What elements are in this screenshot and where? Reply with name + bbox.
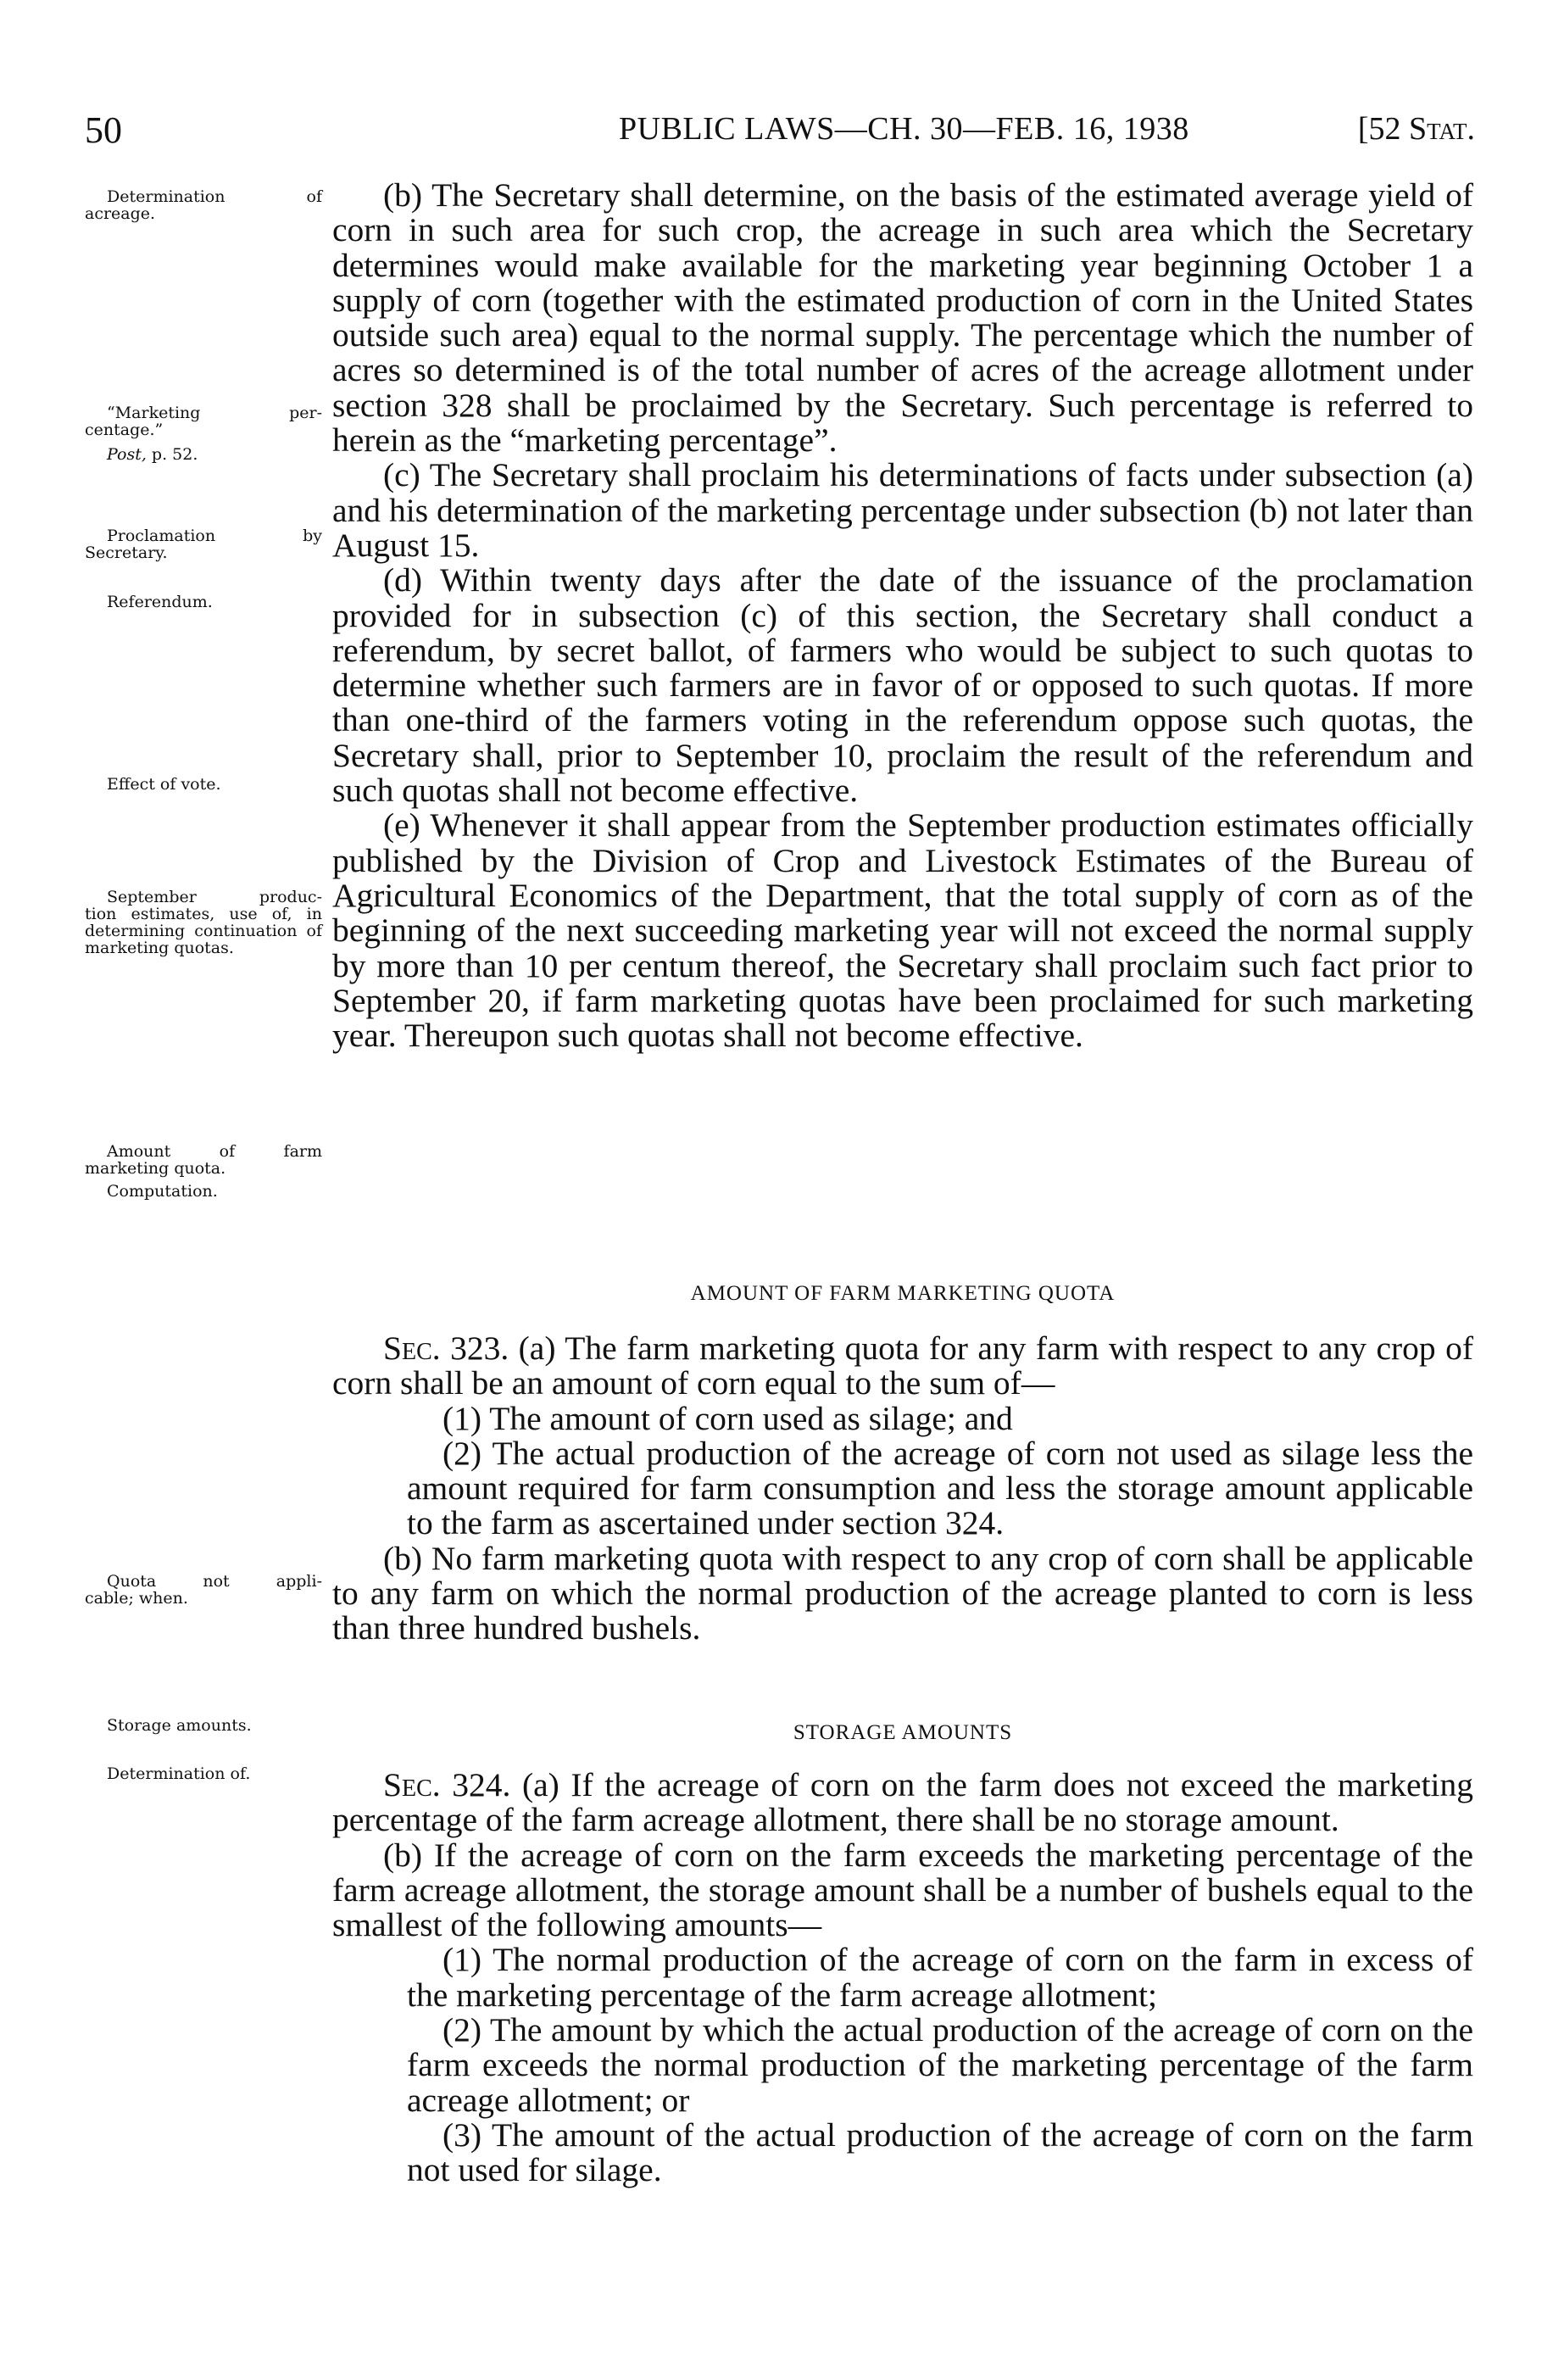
- section-324: [332, 1768, 1473, 2188]
- margin-note-effect-of-vote: Effect of vote.: [107, 775, 221, 794]
- subsection-text: (a) The farm marketing quota for any farm with respect to any crop of corn shall be an amount of corn equal to the sum of—: [332, 1329, 1474, 1402]
- section-323-item-2: (2) The actual production of the acreage of corn not used as silage less the amount required for farm consumption and less the storage amount applicable to the farm as ascertained under section 324.: [407, 1434, 1473, 1542]
- margin-note-line: September produc-: [107, 888, 322, 906]
- section-322-continued: [332, 178, 1473, 1053]
- margin-note-september-estimates: [85, 889, 322, 956]
- margin-note-line: Secretary.: [85, 543, 168, 562]
- subsection-b: (b) The Secretary shall determine, on the basis of the estimated average yield of corn in such area for such crop, the acreage in such area which the Secretary determines would make available for the marketing year beginning October 1 a supply of corn (together with the estimated production of corn in the United States outside such area) equal to the normal supply. The percentage which the number of acres so determined is of the total number of acres of the acreage allotment under section 328 shall be proclaimed by the Secretary. Such percentage is referred to herein as the “marketing percentage”.: [332, 176, 1473, 460]
- margin-note-line: p. 52.: [146, 445, 198, 464]
- margin-note-marketing-percentage: [85, 404, 322, 438]
- section-323-subsection-a: [332, 1331, 1473, 1402]
- subsection-c: (c) The Secretary shall proclaim his determinations of facts under subsection (a) and his determination of the marketing percentage under subsection (b) not later than August 15.: [332, 456, 1473, 564]
- margin-note-line: Proclamation by: [107, 527, 322, 545]
- page-number: 50: [85, 109, 122, 151]
- volume-reference: [52 Stat.: [1357, 111, 1475, 147]
- margin-note-determination-of-acreage: [85, 188, 322, 222]
- margin-note-determination-of: Determination of.: [107, 1764, 251, 1783]
- subsection-e: (e) Whenever it shall appear from the September production estimates officially published by the Division of Crop and Livestock Estimates of the Bureau of Agricultural Economics of the Department, that the total supply of corn as of the beginning of the next succeeding marketing year will not exceed the normal supply by more than 10 per centum thereof, the Secretary shall proclaim such fact prior to September 20, if farm marketing quotas have been proclaimed for such marketing year. Thereupon such quotas shall not become effective.: [332, 806, 1473, 1055]
- margin-note-line: cable; when.: [85, 1589, 188, 1608]
- margin-note-amount-of-quota: [85, 1143, 322, 1177]
- margin-note-computation: Computation.: [107, 1182, 218, 1201]
- margin-note-line: Determination of: [107, 187, 322, 206]
- section-label: Sec. 323.: [383, 1329, 509, 1367]
- section-324-heading: STORAGE AMOUNTS: [793, 1721, 1013, 1744]
- margin-note-line: Quota not appli-: [107, 1572, 322, 1591]
- running-head-title: PUBLIC LAWS—CH. 30—FEB. 16, 1938: [619, 111, 1189, 147]
- running-head: [85, 109, 1475, 151]
- margin-note-line: tion estimates, use of, in determining continuation of marketing quotas.: [85, 905, 322, 957]
- margin-note-line: acreage.: [85, 204, 156, 223]
- section-label: Sec. 324.: [383, 1766, 511, 1803]
- section-323: [332, 1331, 1473, 1647]
- margin-note-line: “Marketing per-: [107, 404, 322, 422]
- section-323-subsection-b: (b) No farm marketing quota with respect to any crop of corn shall be applicable to any farm on which the normal production of the acreage planted to corn is less than three hundred bushels.: [332, 1539, 1473, 1647]
- section-324-subsection-b: (b) If the acreage of corn on the farm exceeds the marketing percentage of the farm acreage allotment, the storage amount shall be a number of bushels equal to the smallest of the following amounts—: [332, 1836, 1473, 1944]
- subsection-text: (a) If the acreage of corn on the farm does not exceed the marketing percentage of the farm acreage allotment, there shall be no storage amount.: [332, 1766, 1474, 1839]
- section-324-item-3: (3) The amount of the actual production of the acreage of corn on the farm not used for silage.: [407, 2115, 1473, 2189]
- margin-note-line: marketing quota.: [85, 1159, 226, 1178]
- margin-note-line: centage.”: [85, 421, 164, 439]
- margin-note-referendum: Referendum.: [107, 593, 213, 611]
- margin-note-italic: Post,: [107, 445, 147, 464]
- margin-note-storage-amounts: Storage amounts.: [107, 1716, 252, 1735]
- margin-note-line: Amount of farm: [107, 1142, 322, 1161]
- section-324-item-1: (1) The normal production of the acreage of corn on the farm in excess of the marketing percentage of the farm acreage allotment;: [407, 1941, 1473, 2014]
- section-323-heading: AMOUNT OF FARM MARKETING QUOTA: [690, 1282, 1116, 1305]
- subsection-d: (d) Within twenty days after the date of the issuance of the proclamation provided for in subsection (c) of this section, the Secretary shall conduct a referendum, by secret ballot, of farmers who would be subject to such quotas to determine whether such farmers are in favor of or opposed to such quotas. If more than one-third of the farmers voting in the referendum oppose such quotas, the Secretary shall, prior to September 10, proclaim the result of the referendum and such quotas shall not become effective.: [332, 561, 1473, 810]
- section-323-item-1: (1) The amount of corn used as silage; and: [442, 1399, 1013, 1437]
- margin-note-quota-not-applicable: [85, 1573, 322, 1607]
- margin-note-post-reference: [85, 446, 322, 463]
- section-324-item-2: (2) The amount by which the actual production of the acreage of corn on the farm exceeds the normal production of the marketing percentage of the farm acreage allotment; or: [407, 2011, 1473, 2119]
- section-324-subsection-a: [332, 1768, 1473, 1838]
- margin-note-proclamation-by-secretary: [85, 527, 322, 561]
